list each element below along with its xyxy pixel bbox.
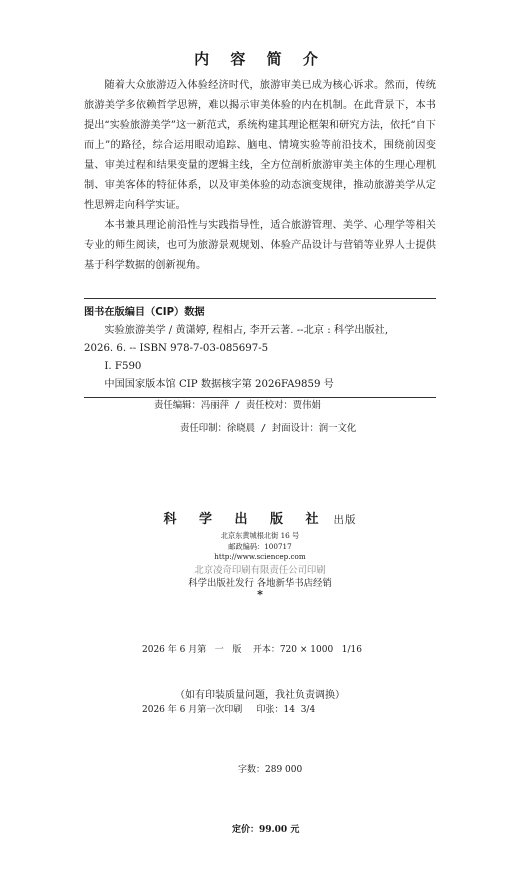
publisher-logotype: 科 学 出 版 社 — [163, 512, 328, 527]
edition-line: 2026 年 6 月第 一 版 开本：720 × 1000 1/16 — [142, 645, 362, 655]
cip-top-rule — [84, 298, 436, 299]
distribution-line: 科学出版社发行 各地新华书店经销 — [188, 577, 332, 589]
publisher-address: 北京东黄城根北街 16 号 — [220, 531, 300, 540]
printer-line: 北京凌奇印刷有限责任公司印刷 — [194, 564, 326, 576]
page-title: 内 容 简 介 — [194, 50, 326, 68]
intro-section — [84, 76, 436, 276]
intro-paragraph-1: 随着大众旅游迈入体验经济时代，旅游审美已成为核心诉求。然而，传统旅游美学多依赖哲学思辨，难以揭示审美体验的内在机制。在此背景下，本书提出“实验旅游美学”这一新范式，系统构建其理论框架和研究方法，依托“自下而上”的路径，综合运用眼动追踪、脑电、情境实验等前沿技术，围绕前因变量、审美过程和结果变量的逻辑主线，全方位剖析旅游审美主体的生理心理机制、审美客体的特征体系，以及审美体验的动态演变规律，推动旅游美学从定性思辨走向科学实证。 — [84, 80, 436, 211]
publisher-block — [0, 508, 520, 600]
publisher-ban: 出版 — [333, 514, 357, 526]
staff-production: 责任印制：徐晓晨 / 封面设计：润一文化 — [180, 423, 357, 434]
cip-line-record: 中国国家版本馆 CIP 数据核字第 2026FA9859 号 — [104, 379, 334, 390]
publisher-website: http://www.sciencep.com — [214, 552, 306, 561]
quality-note: （如有印装质量问题，我社负责调换） — [175, 690, 345, 701]
cip-line-classification: Ⅰ. F590 — [104, 361, 142, 372]
cip-line-isbn: 2026. 6. -- ISBN 978-7-03-085697-5 — [84, 343, 269, 354]
cip-line-title: 实验旅游美学 / 黄潇婷, 程相占, 李开云著. --北京 : 科学出版社, — [104, 325, 389, 336]
separator-star: * — [257, 587, 263, 601]
staff-credits — [84, 394, 436, 440]
publisher-postcode: 邮政编码：100717 — [228, 541, 292, 551]
print-line: 2026 年 6 月第一次印刷 印张：14 3/4 — [142, 705, 316, 715]
cip-heading: 图书在版编目（CIP）数据 — [84, 307, 205, 318]
staff-editors: 责任编辑：冯丽萍 / 责任校对：贾伟娟 — [154, 400, 321, 411]
publisher-name — [0, 508, 520, 527]
intro-paragraph-2: 本书兼具理论前沿性与实践指导性，适合旅游管理、美学、心理学等相关专业的师生阅读，也可为旅游景观规划、体验产品设计与营销等业界人士提供基于科学数据的创新视角。 — [84, 220, 436, 271]
price: 定价：99.00 元 — [232, 825, 300, 835]
edition-block — [142, 600, 442, 880]
cip-block — [84, 304, 436, 394]
word-count: 字数：289 000 — [238, 765, 303, 775]
